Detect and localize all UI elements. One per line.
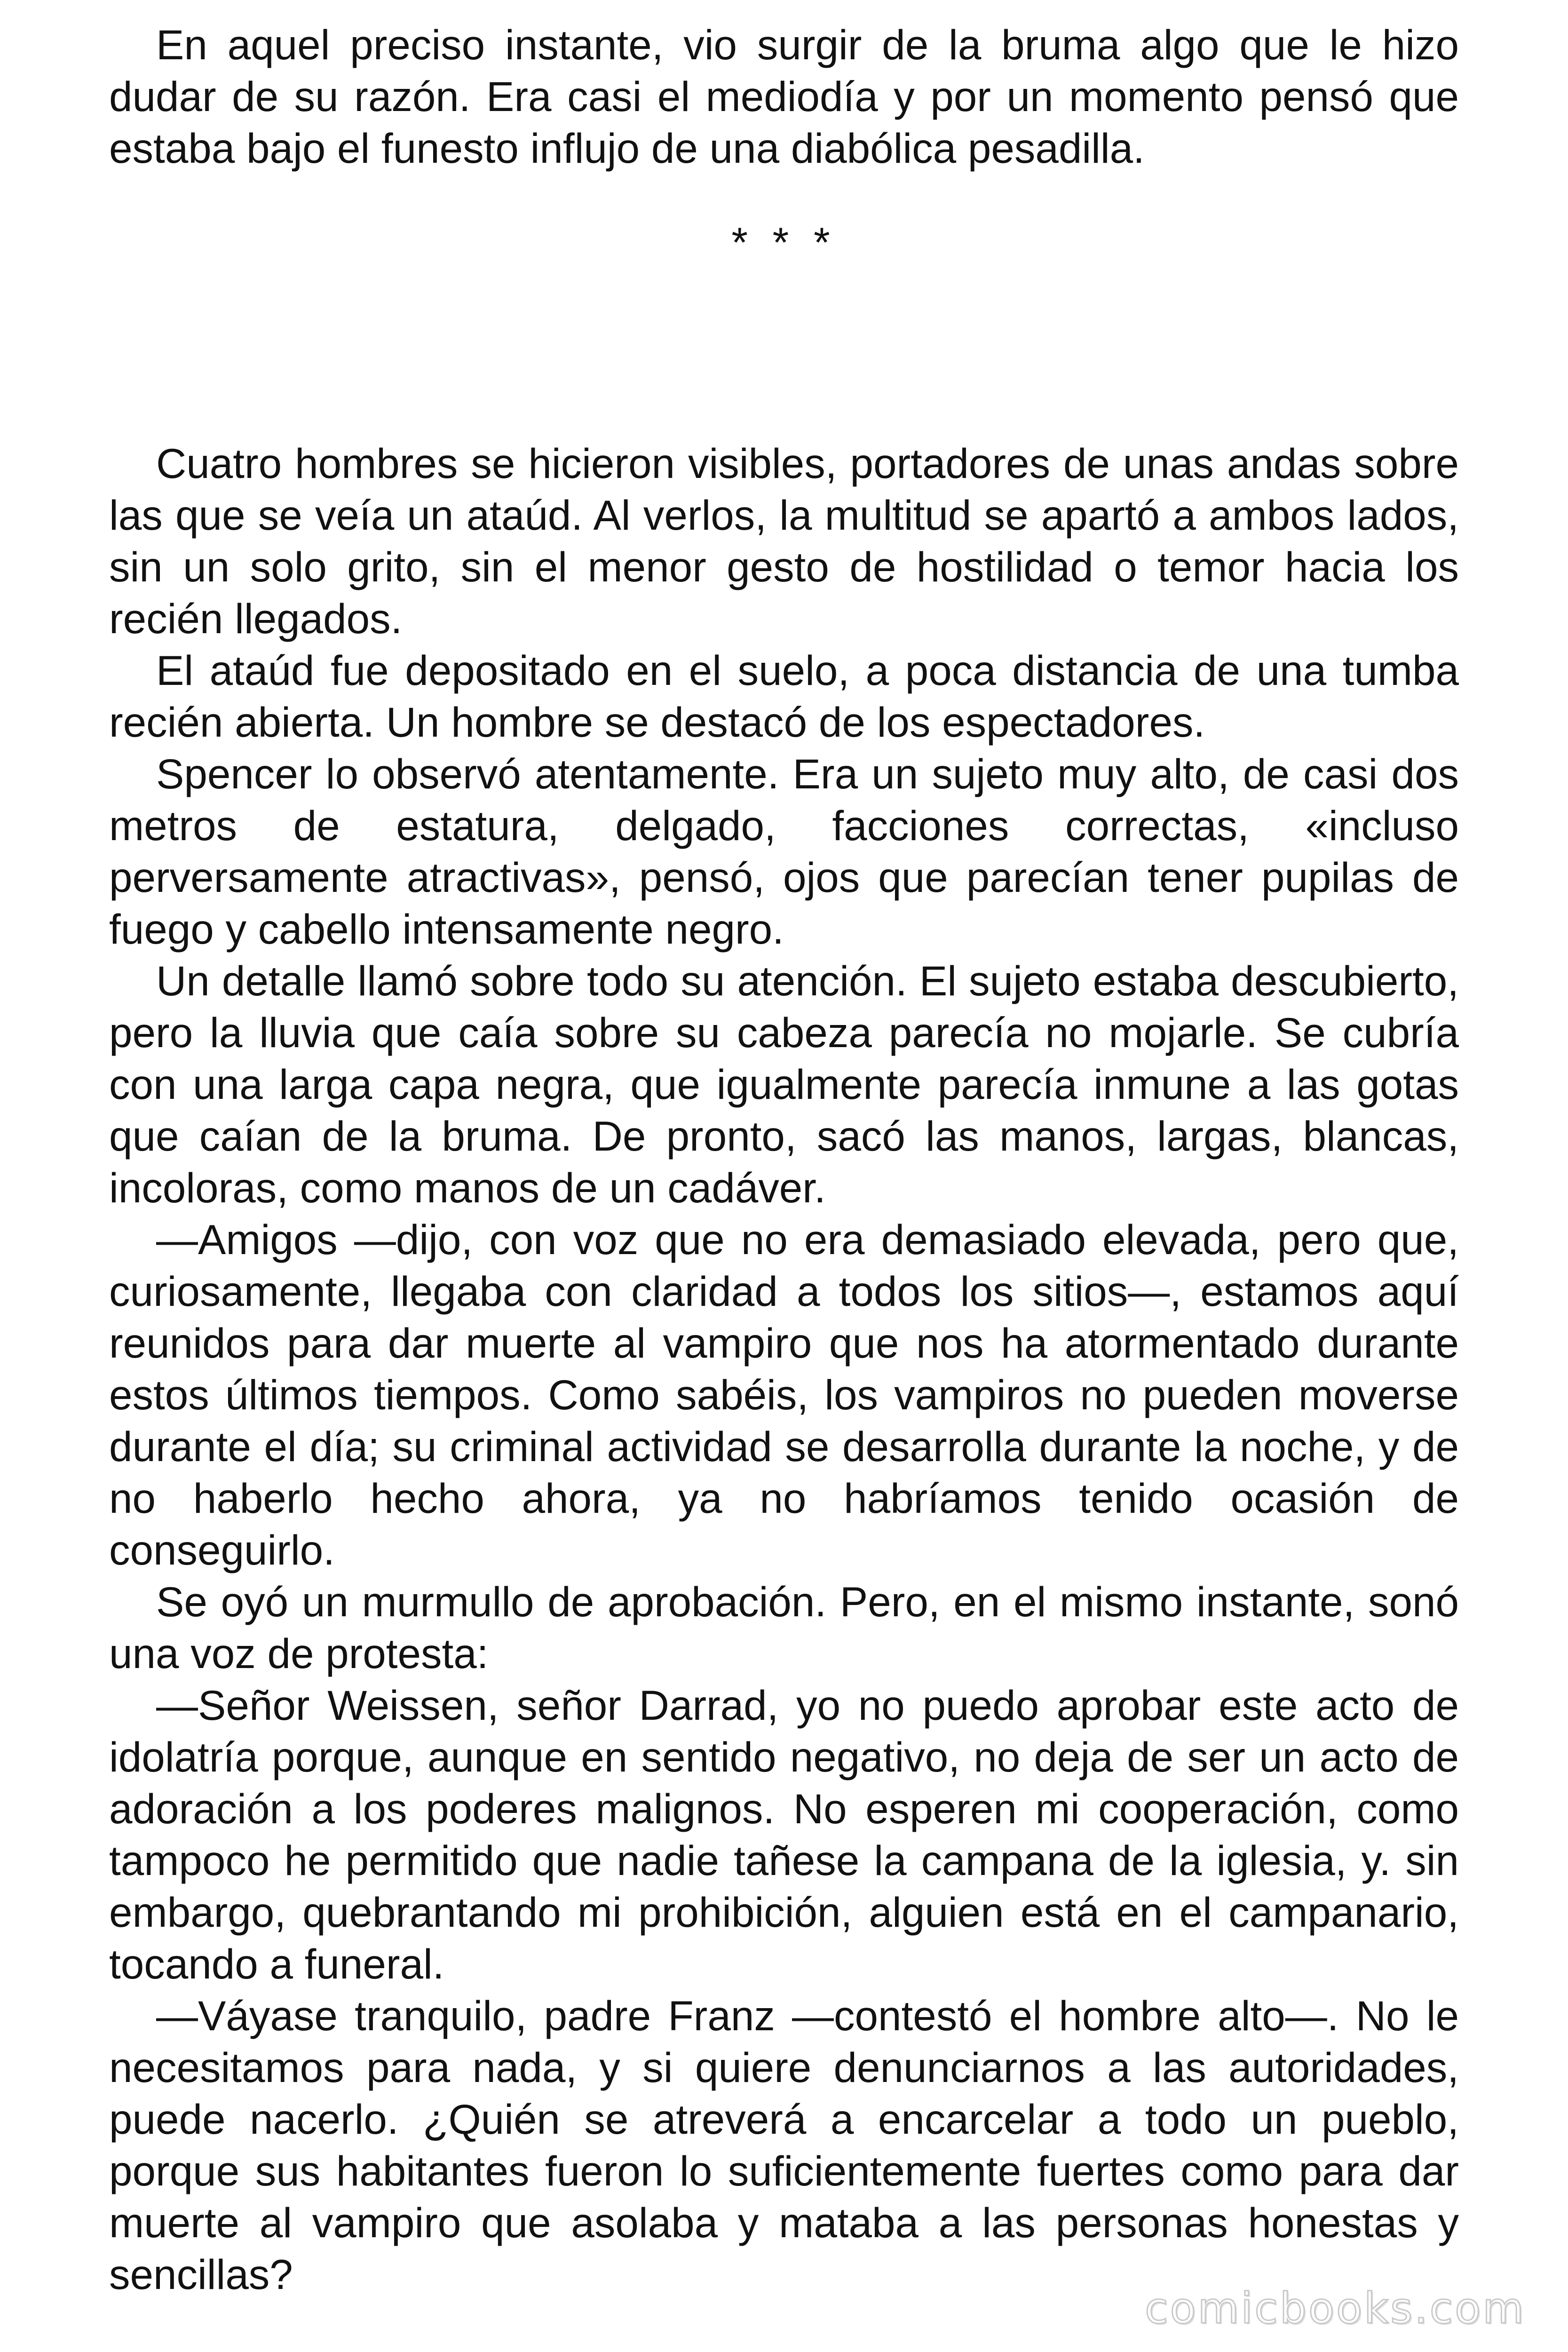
paragraph-1: Cuatro hombres se hicieron visibles, portadores de unas andas sobre las que se veía un ataúd. Al verlos, la multitud se apartó a ambos lados, sin un solo grito, sin el menor gesto de hostilidad o temor hacia los recién llegados. — [109, 440, 1459, 642]
paragraph-4: Un detalle llamó sobre todo su atención. El sujeto estaba descubierto, pero la lluvia que caía sobre su cabeza parecía no mojarle. Se cubría con una larga capa negra, que igualmente parecía inmune a las gotas que caían de la bruma. De pronto, sacó las manos, largas, blancas, incoloras, como manos de un cadáver. — [109, 957, 1459, 1211]
paragraph-3: Spencer lo observó atentamente. Era un sujeto muy alto, de casi dos metros de estatura, delgado, facciones correctas, «incluso perversamente atractivas», pensó, ojos que parecían tener pupilas de fuego y cabello intensamente negro. — [109, 750, 1459, 953]
paragraph-7: —Señor Weissen, señor Darrad, yo no puedo aprobar este acto de idolatría porque, aunque en sentido negativo, no deja de ser un acto de adoración a los poderes malignos. No esperen mi cooperación, como tampoco he permitido que nadie tañese la campana de la iglesia, y. sin embargo, quebrantando mi prohibición, alguien está en el campanario, tocando a funeral. — [109, 1682, 1459, 1987]
scene-separator: * * * — [731, 219, 837, 266]
paragraph-2: El ataúd fue depositado en el suelo, a poca distancia de una tumba recién abierta. Un hombre se destacó de los espectadores. — [109, 647, 1459, 746]
blank-space — [109, 268, 1459, 437]
paragraph-5: —Amigos —dijo, con voz que no era demasiado elevada, pero que, curiosamente, llegaba con claridad a todos los sitios—, estamos aquí reunidos para dar muerte al vampiro que nos ha atormentado durante estos últimos tiempos. Como sabéis, los vampiros no pueden moverse durante el día; su criminal actividad se desarrolla durante la noche, y de no haberlo hecho ahora, ya no habríamos tenido ocasión de conseguirlo. — [109, 1216, 1459, 1573]
paragraph-8: —Váyase tranquilo, padre Franz —contestó el hombre alto—. No le necesitamos para nada, y si quiere denunciarnos a las autoridades, puede nacerlo. ¿Quién se atreverá a encarcelar a todo un pueblo, porque sus habitantes fueron lo suficientemente fuertes como para dar muerte al vampiro que asolaba y mataba a las personas honestas y sencillas? — [109, 1992, 1459, 2298]
paragraph-opening: En aquel preciso instante, vio surgir de la bruma algo que le hizo dudar de su razón. Era casi el mediodía y por un momento pensó que estaba bajo el funesto influjo de una diabólica pesadilla. — [109, 21, 1459, 172]
paragraph-6: Se oyó un murmullo de aprobación. Pero, en el mismo instante, sonó una voz de protesta: — [109, 1578, 1459, 1677]
watermark-logo: comicbooks.com — [1145, 2284, 1526, 2333]
page-body — [109, 19, 1459, 2300]
